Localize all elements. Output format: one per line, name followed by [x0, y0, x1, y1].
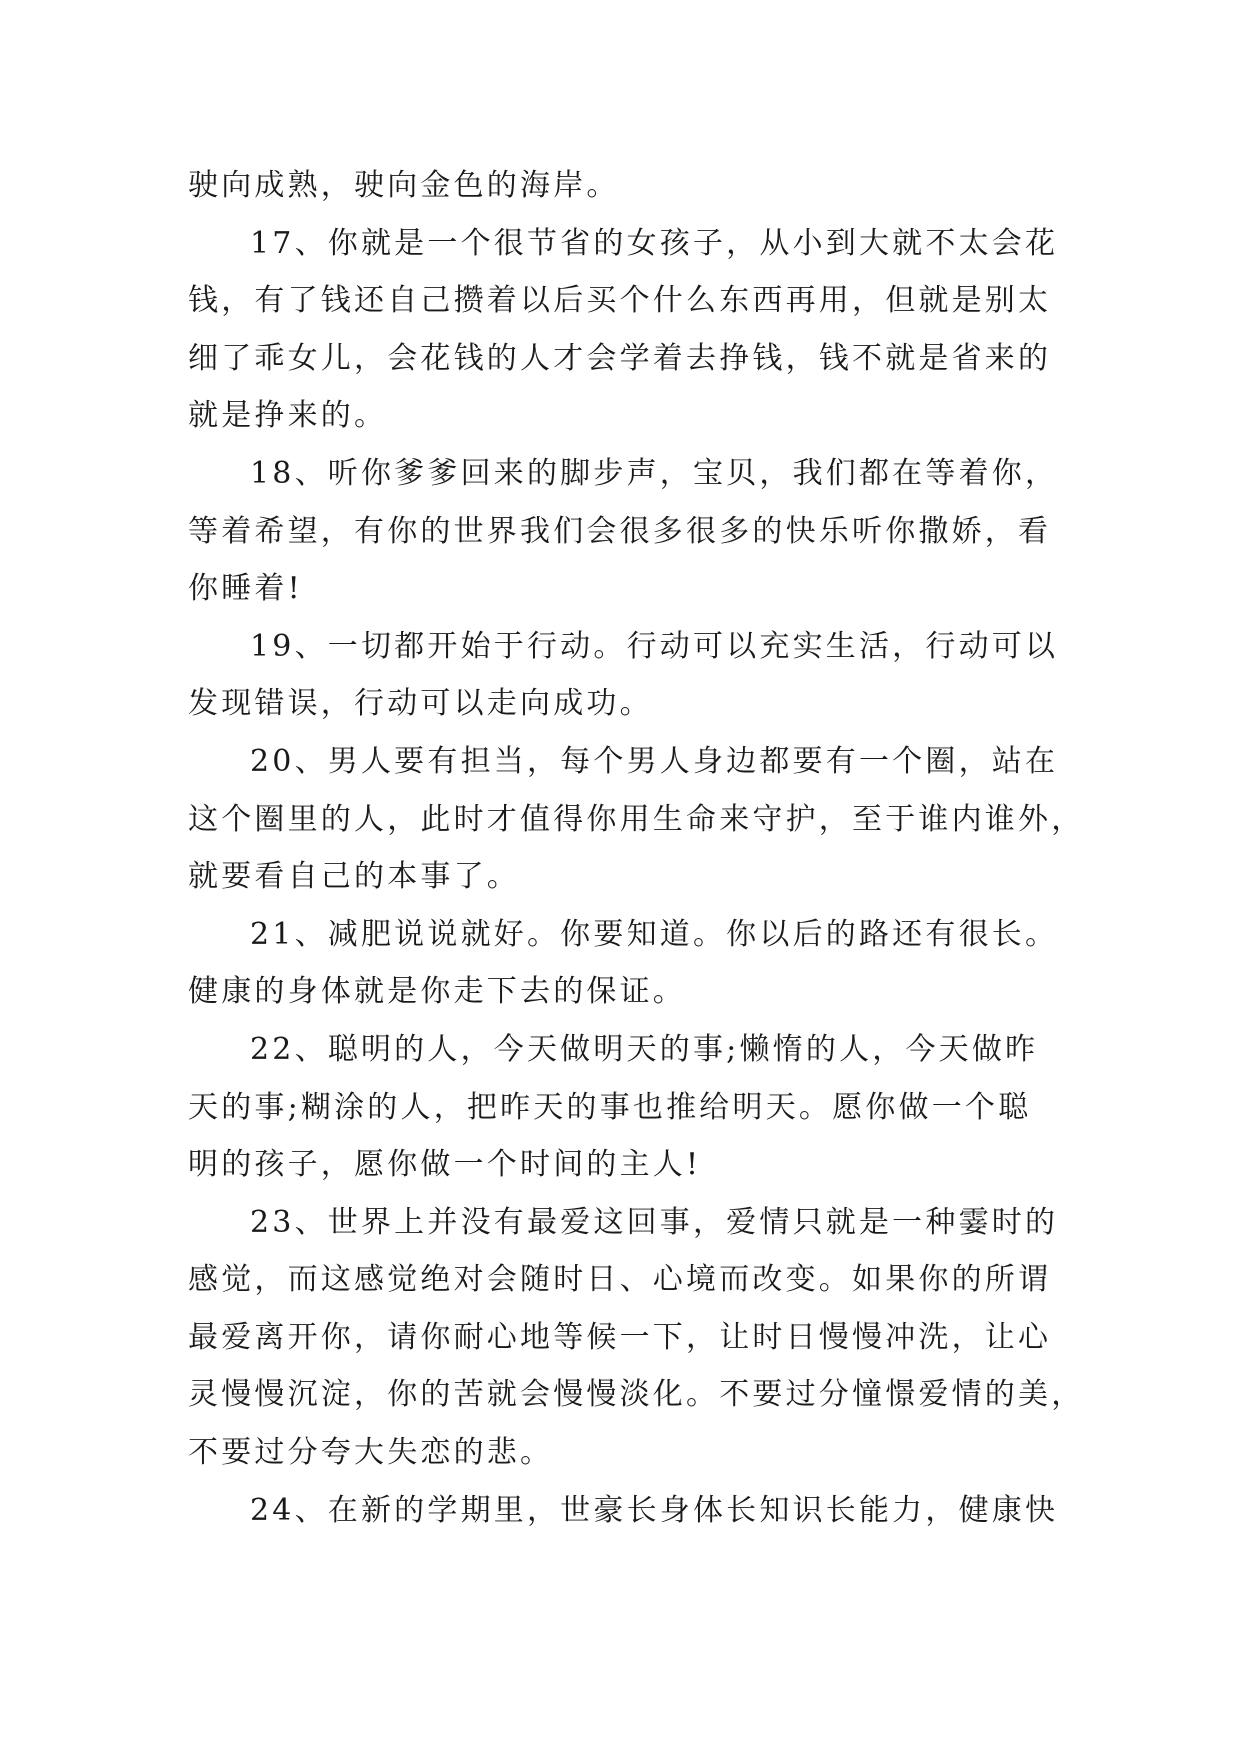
text-line: 驶向成熟，驶向金色的海岸。 — [188, 168, 620, 203]
text-line: 发现错误，行动可以走向成功。 — [188, 686, 653, 722]
text-line: 健康的身体就是你走下去的保证。 — [188, 974, 686, 1010]
text-line: 等着希望，有你的世界我们会很多很多的快乐听你撒娇，看 — [188, 513, 1052, 549]
text-line: 23、世界上并没有最爱这回事，爱情只就是一种霎时的 — [250, 1204, 1059, 1240]
text-line: 22、聪明的人，今天做明天的事;懒惰的人，今天做昨 — [250, 1031, 1039, 1067]
text-line: 不要过分夸大失恋的悲。 — [188, 1435, 554, 1471]
text-line: 21、减肥说说就好。你要知道。你以后的路还有很长。 — [250, 916, 1059, 952]
document-body — [188, 157, 1085, 1539]
text-line: 20、男人要有担当，每个男人身边都要有一个圈，站在 — [250, 743, 1059, 779]
text-line: 24、在新的学期里，世豪长身体长知识长能力，健康快 — [250, 1492, 1059, 1528]
text-line: 天的事;糊涂的人，把昨天的事也推给明天。愿你做一个聪 — [188, 1089, 1032, 1125]
text-line: 19、一切都开始于行动。行动可以充实生活，行动可以 — [250, 628, 1059, 664]
text-line: 你睡着! — [188, 571, 303, 607]
text-line: 明的孩子，愿你做一个时间的主人! — [188, 1147, 702, 1183]
text-line: 这个圈里的人，此时才值得你用生命来守护，至于谁内谁外， — [188, 801, 1085, 837]
text-line: 最爱离开你，请你耐心地等候一下，让时日慢慢冲洗，让心 — [188, 1319, 1052, 1355]
text-line: 细了乖女儿，会花钱的人才会学着去挣钱，钱不就是省来的 — [188, 340, 1052, 376]
text-line: 18、听你爹爹回来的脚步声，宝贝，我们都在等着你， — [250, 455, 1059, 491]
text-line: 灵慢慢沉淀，你的苦就会慢慢淡化。不要过分憧憬爱情的美， — [188, 1377, 1085, 1413]
text-line: 17、你就是一个很节省的女孩子，从小到大就不太会花 — [250, 225, 1059, 261]
text-line: 感觉，而这感觉绝对会随时日、心境而改变。如果你的所谓 — [188, 1262, 1052, 1298]
text-line: 钱，有了钱还自己攒着以后买个什么东西再用，但就是别太 — [188, 283, 1052, 319]
text-line: 就要看自己的本事了。 — [188, 859, 520, 895]
text-line: 就是挣来的。 — [188, 398, 388, 434]
